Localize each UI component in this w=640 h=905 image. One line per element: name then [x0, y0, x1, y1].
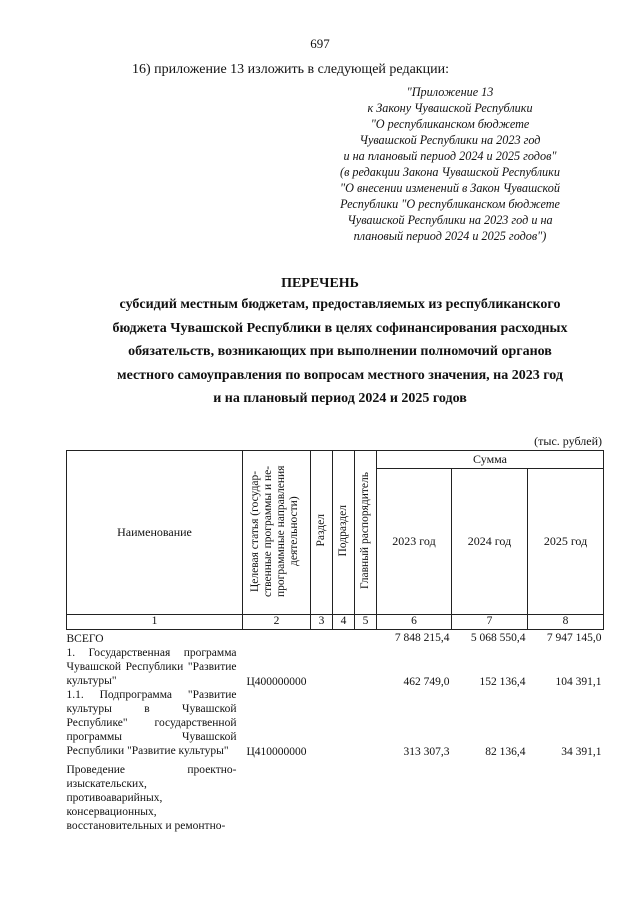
subtitle-line: бюджета Чувашской Республики в целях софинансирования расходных	[112, 320, 568, 336]
page-number: 697	[310, 36, 330, 51]
header-target-article: Целевая статья (государ-ственные программы и не-программные направления деятельности)	[243, 451, 311, 615]
appendix-line: Республики "О республиканском бюджете	[340, 197, 560, 211]
row-code	[243, 630, 311, 647]
table-row	[67, 630, 604, 647]
header-sum: Сумма	[377, 451, 604, 469]
subtitle-line: субсидий местным бюджетам, предоставляемых из республиканского	[119, 297, 561, 312]
row-value-2024	[452, 758, 528, 833]
row-value-2025: 7 947 145,0	[546, 632, 602, 644]
header-year-2023: 2023 год	[377, 469, 452, 615]
row-code: Ц410000000	[246, 746, 307, 758]
row-name: 1.1. Подпрограмма "Развитие культуры в Чувашской Республике" государственной программы Чувашской Республики "Развитие культуры"	[66, 689, 237, 757]
column-number: 3	[311, 615, 333, 630]
appendix-line: "О внесении изменений в Закон Чувашской	[340, 181, 560, 195]
header-year-2024: 2024 год	[452, 469, 528, 615]
column-number: 1	[67, 615, 243, 630]
header-main-manager: Главный распорядитель	[355, 451, 377, 615]
column-number: 8	[528, 615, 604, 630]
appendix-line: и на плановый период 2024 и 2025 годов"	[343, 149, 557, 163]
row-value-2024: 82 136,4	[485, 746, 526, 758]
appendix-line: к Закону Чувашской Республики	[367, 101, 533, 115]
column-number: 6	[377, 615, 452, 630]
appendix-reference	[300, 84, 600, 244]
row-value-2023: 313 307,3	[403, 746, 450, 758]
column-number: 2	[243, 615, 311, 630]
header-section: Раздел	[311, 451, 333, 615]
header-subsection: Подраздел	[333, 451, 355, 615]
row-value-2025: 34 391,1	[561, 746, 602, 758]
subtitle-line: обязательств, возникающих при выполнении полномочий органов	[128, 344, 552, 359]
column-number: 5	[355, 615, 377, 630]
row-value-2024: 152 136,4	[479, 676, 526, 688]
header-year-2025: 2025 год	[528, 469, 604, 615]
column-numbers-row	[67, 615, 604, 630]
appendix-line: "О республиканском бюджете	[370, 117, 530, 131]
row-value-2025	[528, 758, 604, 833]
row-value-2024: 5 068 550,4	[470, 632, 526, 644]
table-row	[67, 688, 604, 758]
row-value-2023	[377, 758, 452, 833]
column-number: 7	[452, 615, 528, 630]
table-row	[67, 758, 604, 833]
header-name: Наименование	[67, 451, 243, 615]
appendix-line: плановый период 2024 и 2025 годов")	[353, 229, 547, 243]
subtitle-line: местного самоуправления по вопросам местного значения, на 2023 год	[117, 367, 563, 383]
amendment-instruction: 16) приложение 13 изложить в следующей редакции:	[132, 62, 449, 77]
appendix-line: (в редакции Закона Чувашской Республики	[340, 165, 560, 179]
units-label: (тыс. рублей)	[534, 434, 602, 448]
column-number: 4	[333, 615, 355, 630]
document-title: ПЕРЕЧЕНЬ	[281, 276, 359, 291]
row-code	[243, 758, 311, 833]
appendix-line: Чувашской Республики на 2023 год и на	[347, 213, 553, 227]
row-value-2023: 7 848 215,4	[394, 632, 450, 644]
subtitle-line: и на плановый период 2024 и 2025 годов	[213, 391, 467, 406]
document-subtitle	[60, 293, 620, 411]
row-name: ВСЕГО	[66, 633, 104, 645]
subsidies-table	[66, 450, 604, 833]
row-name: 1. Государственная программа Чувашской Республики "Развитие культуры"	[66, 647, 237, 687]
appendix-line: Чувашской Республики на 2023 год	[359, 133, 541, 147]
appendix-line: "Приложение 13	[406, 85, 494, 99]
row-name: Проведение проектно-изыскательских, противоаварийных, консервационных, восстановительных и ремонтно-	[66, 764, 237, 832]
row-value-2023: 462 749,0	[403, 676, 450, 688]
row-value-2025: 104 391,1	[555, 676, 602, 688]
table-row	[67, 646, 604, 688]
row-code: Ц400000000	[246, 676, 307, 688]
